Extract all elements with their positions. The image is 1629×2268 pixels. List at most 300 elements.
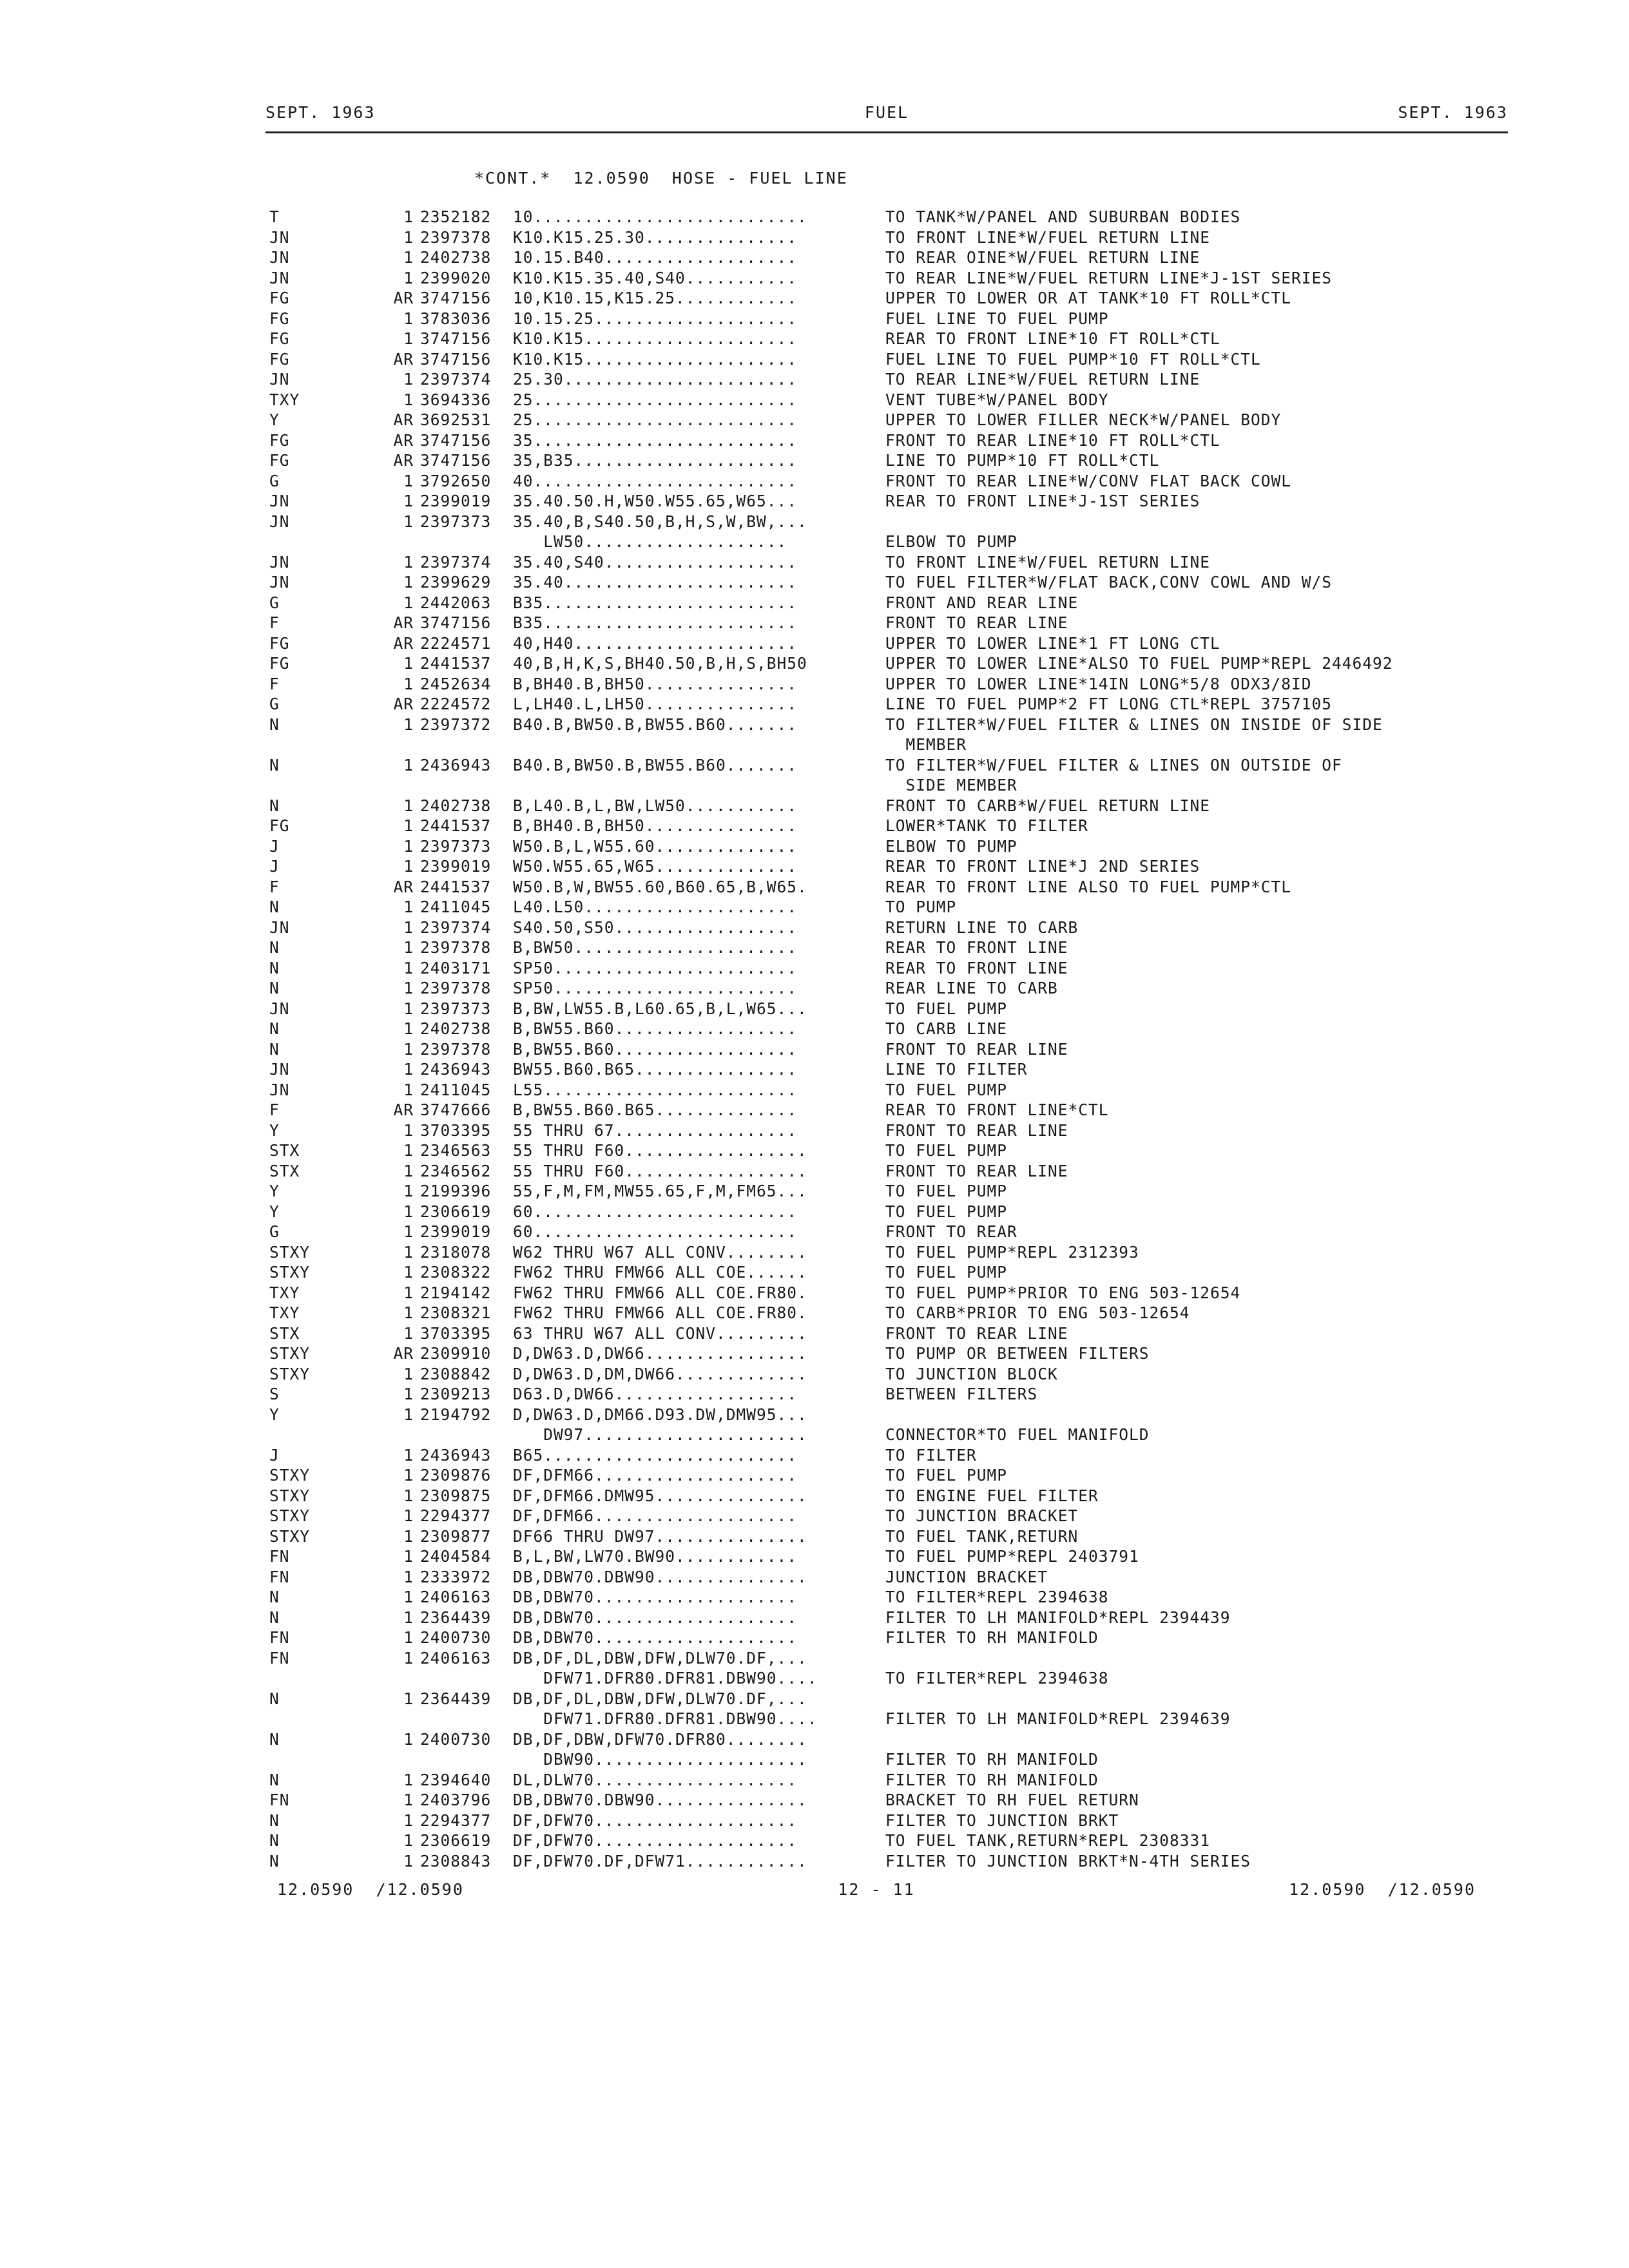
- row-description: ELBOW TO PUMP: [885, 836, 1017, 856]
- row-models: K10.K15.25.30...............: [513, 227, 798, 247]
- row-part-number: 2346563: [420, 1141, 492, 1160]
- row-models: DB,DF,DBW,DFW70.DFR80........: [513, 1729, 807, 1749]
- row-description: JUNCTION BRACKET: [885, 1567, 1048, 1586]
- row-description: UPPER TO LOWER OR AT TANK*10 FT ROLL*CTL: [885, 289, 1292, 307]
- row-code: FG: [269, 633, 290, 653]
- row-qty: 1: [403, 1283, 414, 1302]
- row-qty: 1: [403, 1811, 414, 1830]
- row-code: G: [269, 695, 280, 713]
- row-qty: 1: [403, 1628, 414, 1647]
- row-qty: 1: [403, 1019, 414, 1038]
- row-code: G: [269, 471, 280, 490]
- row-models: W50.W55.65,W65..............: [513, 857, 798, 876]
- row-code: J: [269, 836, 280, 856]
- row-models: L40.L50.....................: [513, 898, 798, 916]
- row-qty: 1: [403, 1770, 414, 1789]
- row-models: L,LH40.L,LH50...............: [513, 695, 798, 713]
- row-code: N: [269, 1588, 280, 1606]
- row-code: N: [269, 755, 280, 774]
- row-part-number: 2441537: [420, 877, 492, 896]
- parts-row: [0, 1141, 1629, 1162]
- row-code: JN: [269, 512, 290, 531]
- row-models: K10.K15.....................: [513, 349, 798, 369]
- row-part-number: 2402738: [420, 248, 492, 267]
- row-models: 35,B35......................: [513, 451, 798, 470]
- row-models: 55 THRU F60..................: [513, 1141, 807, 1160]
- row-description: CONNECTOR*TO FUEL MANIFOLD: [885, 1425, 1150, 1444]
- parts-row: [0, 1771, 1629, 1791]
- parts-row: [0, 1669, 1629, 1689]
- row-code: FG: [269, 349, 290, 369]
- row-code: FG: [269, 816, 290, 835]
- parts-row: [0, 1527, 1629, 1548]
- row-description: TO FUEL PUMP*REPL 2403791: [885, 1547, 1139, 1566]
- row-code: STXY: [269, 1526, 311, 1546]
- row-qty: 1: [403, 552, 414, 572]
- row-qty: 1: [403, 512, 414, 531]
- parts-row: [0, 1831, 1629, 1852]
- row-description: REAR TO FRONT LINE*J 2ND SERIES: [885, 857, 1200, 876]
- row-description: REAR TO FRONT LINE ALSO TO FUEL PUMP*CTL: [885, 877, 1292, 896]
- parts-row: [0, 878, 1629, 898]
- row-models: SP50........................: [513, 958, 798, 977]
- parts-row: [0, 918, 1629, 939]
- row-models: DF,DFW70....................: [513, 1811, 798, 1830]
- parts-row: [0, 1750, 1629, 1771]
- row-part-number: 2364439: [420, 1689, 492, 1708]
- row-part-number: 2194142: [420, 1283, 492, 1302]
- row-models: DB,DBW70....................: [513, 1608, 798, 1627]
- row-models: 35..........................: [513, 430, 798, 450]
- row-models: 25..........................: [513, 410, 798, 429]
- header-date-left: SEPT. 1963: [265, 103, 376, 122]
- row-description: TO CARB LINE: [885, 1019, 1008, 1038]
- row-part-number: 2397374: [420, 552, 492, 572]
- row-description: FILTER TO JUNCTION BRKT: [885, 1811, 1119, 1830]
- row-part-number: 2333972: [420, 1567, 492, 1586]
- row-code: TXY: [269, 1303, 300, 1322]
- parts-row: [0, 695, 1629, 715]
- row-qty: 1: [403, 227, 414, 247]
- parts-row: [0, 431, 1629, 452]
- row-qty: AR: [393, 1344, 414, 1363]
- row-models: 60..........................: [513, 1222, 798, 1241]
- row-part-number: 3747156: [420, 349, 492, 369]
- row-code: STXY: [269, 1344, 311, 1363]
- parts-row: [0, 1628, 1629, 1649]
- row-part-number: 3703395: [420, 1323, 492, 1343]
- row-code: STXY: [269, 1506, 311, 1525]
- row-description: FRONT TO REAR LINE*10 FT ROLL*CTL: [885, 430, 1220, 450]
- row-code: STXY: [269, 1242, 311, 1262]
- row-description: ELBOW TO PUMP: [885, 532, 1017, 551]
- row-models: D63.D,DW66..................: [513, 1385, 798, 1403]
- row-description: TO FUEL PUMP: [885, 999, 1008, 1018]
- row-models: B,BH40.B,BH50...............: [513, 674, 798, 693]
- row-description: FRONT TO CARB*W/FUEL RETURN LINE: [885, 796, 1211, 815]
- row-qty: 1: [403, 1648, 414, 1667]
- row-models: DB,DF,DL,DBW,DFW,DLW70.DF,...: [513, 1648, 807, 1667]
- row-description: UPPER TO LOWER LINE*ALSO TO FUEL PUMP*REPL 2446492: [885, 654, 1393, 673]
- header-section: FUEL: [864, 103, 909, 122]
- row-part-number: 2308321: [420, 1303, 492, 1322]
- row-models: DB,DBW70....................: [513, 1628, 798, 1647]
- parts-row: [0, 228, 1629, 249]
- parts-row: [0, 1324, 1629, 1345]
- row-description: REAR TO FRONT LINE*J-1ST SERIES: [885, 492, 1200, 510]
- row-description: FILTER TO JUNCTION BRKT*N-4TH SERIES: [885, 1851, 1251, 1870]
- row-description: REAR TO FRONT LINE: [885, 938, 1068, 957]
- row-qty: AR: [393, 451, 414, 470]
- row-part-number: 3692531: [420, 410, 492, 429]
- row-qty: 1: [403, 1202, 414, 1221]
- row-code: JN: [269, 573, 290, 591]
- row-models: LW50....................: [513, 532, 787, 551]
- row-qty: 1: [403, 836, 414, 856]
- row-models: DL,DLW70....................: [513, 1770, 798, 1789]
- parts-row: [0, 938, 1629, 959]
- row-description: TO CARB*PRIOR TO ENG 503-12654: [885, 1303, 1190, 1322]
- row-code: N: [269, 1608, 280, 1627]
- row-part-number: 2199396: [420, 1182, 492, 1200]
- row-models: DB,DBW70.DBW90...............: [513, 1791, 807, 1809]
- row-part-number: 2402738: [420, 796, 492, 815]
- row-description: BRACKET TO RH FUEL RETURN: [885, 1791, 1139, 1809]
- parts-row: [0, 1060, 1629, 1081]
- row-code: N: [269, 1811, 280, 1830]
- parts-row: [0, 1811, 1629, 1832]
- row-code: N: [269, 979, 280, 997]
- row-qty: 1: [403, 1405, 414, 1424]
- row-qty: 1: [403, 979, 414, 997]
- parts-row: [0, 1283, 1629, 1304]
- row-models: 10.15.B40...................: [513, 248, 798, 267]
- row-part-number: 2399020: [420, 268, 492, 287]
- row-qty: 1: [403, 1567, 414, 1586]
- parts-row: [0, 1547, 1629, 1568]
- row-description: TO FUEL PUMP: [885, 1141, 1008, 1160]
- row-qty: 1: [403, 492, 414, 510]
- row-part-number: 2411045: [420, 1080, 492, 1099]
- row-qty: 1: [403, 1466, 414, 1485]
- row-description: FRONT TO REAR LINE: [885, 1039, 1068, 1059]
- row-description: VENT TUBE*W/PANEL BODY: [885, 390, 1109, 409]
- row-part-number: 2406163: [420, 1648, 492, 1667]
- row-qty: 1: [403, 207, 414, 226]
- parts-row: [0, 350, 1629, 370]
- parts-row: [0, 1568, 1629, 1588]
- row-description: TO FUEL PUMP: [885, 1466, 1008, 1485]
- row-qty: 1: [403, 1182, 414, 1200]
- row-description: REAR TO FRONT LINE: [885, 958, 1068, 977]
- row-code: TXY: [269, 1283, 300, 1302]
- row-part-number: 2397378: [420, 227, 492, 247]
- row-code: STXY: [269, 1466, 311, 1485]
- row-part-number: 2404584: [420, 1547, 492, 1566]
- row-part-number: 2436943: [420, 755, 492, 774]
- row-description: TO FUEL PUMP: [885, 1182, 1008, 1200]
- row-part-number: 2309875: [420, 1486, 492, 1505]
- row-models: DB,DBW70....................: [513, 1588, 798, 1606]
- row-qty: 1: [403, 958, 414, 977]
- row-description: UPPER TO LOWER LINE*1 FT LONG CTL: [885, 633, 1220, 653]
- row-qty: 1: [403, 1831, 414, 1850]
- row-part-number: 3747156: [420, 329, 492, 348]
- row-code: N: [269, 1689, 280, 1708]
- parts-row: [0, 593, 1629, 614]
- parts-row: [0, 857, 1629, 878]
- row-code: TXY: [269, 390, 300, 409]
- row-part-number: 2309876: [420, 1466, 492, 1485]
- parts-row: [0, 329, 1629, 350]
- parts-row: [0, 1466, 1629, 1486]
- row-models: 40,H40......................: [513, 633, 798, 653]
- row-qty: 1: [403, 471, 414, 490]
- row-code: JN: [269, 1060, 290, 1079]
- parts-row: [0, 248, 1629, 269]
- parts-row: [0, 1385, 1629, 1405]
- row-part-number: 3747666: [420, 1100, 492, 1119]
- row-models: 55 THRU F60..................: [513, 1161, 807, 1180]
- row-models: FW62 THRU FMW66 ALL COE......: [513, 1263, 807, 1282]
- row-models: B,BW,LW55.B,L60.65,B,L,W65...: [513, 999, 807, 1018]
- row-models: W62 THRU W67 ALL CONV........: [513, 1242, 807, 1262]
- row-code: J: [269, 857, 280, 876]
- row-models: 25..........................: [513, 390, 798, 409]
- row-part-number: 3703395: [420, 1120, 492, 1140]
- parts-list: [0, 207, 1629, 1872]
- row-part-number: 2394640: [420, 1770, 492, 1789]
- row-code: T: [269, 207, 280, 226]
- row-part-number: 2194792: [420, 1405, 492, 1424]
- row-part-number: 2224572: [420, 695, 492, 713]
- row-models: DBW90.....................: [513, 1750, 807, 1769]
- parts-row: [0, 1506, 1629, 1527]
- row-qty: AR: [393, 613, 414, 632]
- row-code: G: [269, 1222, 280, 1241]
- row-code: N: [269, 958, 280, 977]
- row-models: W50.B,L,W55.60..............: [513, 836, 798, 856]
- row-description: TO FUEL PUMP: [885, 1202, 1008, 1221]
- row-qty: AR: [393, 349, 414, 369]
- footer-range-left: 12.0590 /12.0590: [277, 1880, 464, 1899]
- row-description: TO FILTER*REPL 2394638: [885, 1669, 1109, 1687]
- row-part-number: 3747156: [420, 430, 492, 450]
- row-code: N: [269, 898, 280, 916]
- row-part-number: 2309213: [420, 1385, 492, 1403]
- row-qty: 1: [403, 248, 414, 267]
- row-part-number: 3792650: [420, 471, 492, 490]
- row-code: N: [269, 715, 280, 734]
- row-part-number: 2403171: [420, 958, 492, 977]
- row-qty: 1: [403, 1060, 414, 1079]
- row-part-number: 2436943: [420, 1445, 492, 1465]
- row-models: 10...........................: [513, 207, 807, 226]
- row-models: DFW71.DFR80.DFR81.DBW90....: [513, 1709, 818, 1728]
- parts-row: [0, 451, 1629, 472]
- row-qty: 1: [403, 1445, 414, 1465]
- row-models: B,L,BW,LW70.BW90............: [513, 1547, 798, 1566]
- row-models: 40..........................: [513, 471, 798, 490]
- row-part-number: 2400730: [420, 1628, 492, 1647]
- row-part-number: 2402738: [420, 1019, 492, 1038]
- row-qty: 1: [403, 715, 414, 734]
- row-qty: 1: [403, 898, 414, 916]
- row-code: STX: [269, 1161, 300, 1180]
- row-description: UPPER TO LOWER FILLER NECK*W/PANEL BODY: [885, 410, 1282, 429]
- row-code: FN: [269, 1648, 290, 1667]
- footer-range-right: 12.0590 /12.0590: [1289, 1880, 1476, 1899]
- row-code: STXY: [269, 1486, 311, 1505]
- row-qty: 1: [403, 1120, 414, 1140]
- row-code: N: [269, 1770, 280, 1789]
- parts-row: [0, 1243, 1629, 1264]
- row-qty: 1: [403, 309, 414, 328]
- row-code: STX: [269, 1323, 300, 1343]
- row-qty: AR: [393, 877, 414, 896]
- parts-row: [0, 1405, 1629, 1426]
- row-description: TO FUEL PUMP*REPL 2312393: [885, 1242, 1139, 1262]
- parts-row: [0, 553, 1629, 573]
- parts-row: [0, 1486, 1629, 1507]
- row-models: 35.40,S40...................: [513, 552, 798, 572]
- row-description: TO FRONT LINE*W/FUEL RETURN LINE: [885, 552, 1211, 572]
- parts-row: [0, 1709, 1629, 1730]
- parts-row: [0, 1121, 1629, 1142]
- row-description: TO FILTER*W/FUEL FILTER & LINES ON INSIDE OF SIDE: [885, 715, 1383, 734]
- row-qty: AR: [393, 1100, 414, 1119]
- row-qty: 1: [403, 918, 414, 937]
- parts-row: [0, 269, 1629, 289]
- row-qty: 1: [403, 573, 414, 591]
- parts-row: [0, 410, 1629, 431]
- row-code: JN: [269, 370, 290, 389]
- row-code: S: [269, 1385, 280, 1403]
- row-part-number: 2397373: [420, 836, 492, 856]
- row-description: FILTER TO LH MANIFOLD*REPL 2394639: [885, 1709, 1231, 1728]
- row-description: REAR TO FRONT LINE*10 FT ROLL*CTL: [885, 329, 1220, 348]
- parts-row: [0, 1100, 1629, 1121]
- parts-row: [0, 735, 1629, 756]
- parts-row: [0, 816, 1629, 837]
- row-part-number: 3694336: [420, 390, 492, 409]
- parts-row: [0, 1852, 1629, 1872]
- row-qty: 1: [403, 1242, 414, 1262]
- parts-row: [0, 1689, 1629, 1710]
- row-part-number: 2399629: [420, 573, 492, 591]
- row-code: JN: [269, 1080, 290, 1099]
- row-code: Y: [269, 1182, 280, 1200]
- parts-row: [0, 1303, 1629, 1324]
- row-models: K10.K15.....................: [513, 329, 798, 348]
- row-code: Y: [269, 410, 280, 429]
- row-part-number: 3747156: [420, 613, 492, 632]
- parts-row: [0, 675, 1629, 695]
- row-code: JN: [269, 999, 290, 1018]
- row-models: 63 THRU W67 ALL CONV.........: [513, 1323, 807, 1343]
- row-description: MEMBER: [885, 735, 967, 754]
- row-code: F: [269, 613, 280, 632]
- parts-row: [0, 634, 1629, 655]
- parts-row: [0, 1081, 1629, 1101]
- row-code: STX: [269, 1141, 300, 1160]
- row-code: FN: [269, 1628, 290, 1647]
- row-part-number: 2318078: [420, 1242, 492, 1262]
- row-models: 55 THRU 67..................: [513, 1120, 798, 1140]
- row-description: TO FUEL FILTER*W/FLAT BACK,CONV COWL AND W/S: [885, 573, 1333, 591]
- parts-row: [0, 390, 1629, 411]
- row-part-number: 2452634: [420, 674, 492, 693]
- parts-row: [0, 613, 1629, 634]
- row-qty: 1: [403, 1323, 414, 1343]
- row-models: DF,DFW70.DF,DFW71............: [513, 1851, 807, 1870]
- row-description: FRONT TO REAR LINE: [885, 1120, 1068, 1140]
- row-models: BW55.B60.B65................: [513, 1060, 798, 1079]
- row-code: N: [269, 1019, 280, 1038]
- row-part-number: 2397378: [420, 979, 492, 997]
- row-models: S40.50,S50..................: [513, 918, 798, 937]
- row-part-number: 2294377: [420, 1811, 492, 1830]
- row-part-number: 3747156: [420, 451, 492, 470]
- row-qty: 1: [403, 1364, 414, 1383]
- row-code: JN: [269, 552, 290, 572]
- row-code: J: [269, 1445, 280, 1465]
- row-code: N: [269, 1039, 280, 1059]
- parts-row: [0, 979, 1629, 999]
- row-part-number: 2308842: [420, 1364, 492, 1383]
- header-date-right: SEPT. 1963: [1398, 103, 1508, 122]
- parts-row: [0, 1019, 1629, 1040]
- row-code: G: [269, 593, 280, 612]
- row-code: F: [269, 674, 280, 693]
- parts-row: [0, 959, 1629, 979]
- row-models: DB,DBW70.DBW90...............: [513, 1567, 807, 1586]
- row-code: N: [269, 1729, 280, 1749]
- row-code: N: [269, 1851, 280, 1870]
- row-part-number: 2436943: [420, 1060, 492, 1079]
- parts-row: [0, 776, 1629, 796]
- row-code: Y: [269, 1120, 280, 1140]
- parts-row: [0, 370, 1629, 390]
- row-models: DF,DFM66.DMW95...............: [513, 1486, 807, 1505]
- parts-row: [0, 796, 1629, 817]
- row-models: B35.........................: [513, 613, 798, 632]
- row-description: TO FILTER*REPL 2394638: [885, 1588, 1109, 1606]
- row-code: JN: [269, 268, 290, 287]
- row-models: B40.B,BW50.B,BW55.B60.......: [513, 715, 798, 734]
- row-description: TO FILTER: [885, 1445, 977, 1465]
- row-models: FW62 THRU FMW66 ALL COE.FR80.: [513, 1303, 807, 1322]
- row-description: TO FUEL PUMP*PRIOR TO ENG 503-12654: [885, 1283, 1241, 1302]
- parts-row: [0, 898, 1629, 918]
- row-description: TO FRONT LINE*W/FUEL RETURN LINE: [885, 227, 1211, 247]
- row-code: N: [269, 938, 280, 957]
- row-part-number: 2442063: [420, 593, 492, 612]
- row-qty: 1: [403, 755, 414, 774]
- row-code: FN: [269, 1791, 290, 1809]
- row-part-number: 2441537: [420, 816, 492, 835]
- row-description: FILTER TO RH MANIFOLD: [885, 1770, 1099, 1789]
- row-code: FG: [269, 309, 290, 328]
- row-models: 55,F,M,FM,MW55.65,F,M,FM65...: [513, 1182, 807, 1200]
- row-qty: 1: [403, 370, 414, 389]
- row-part-number: 2441537: [420, 654, 492, 673]
- row-qty: 1: [403, 1689, 414, 1708]
- row-models: B,BH40.B,BH50...............: [513, 816, 798, 835]
- row-description: TO FUEL TANK,RETURN*REPL 2308331: [885, 1831, 1211, 1850]
- row-description: TO JUNCTION BLOCK: [885, 1364, 1058, 1383]
- row-models: DF,DFM66....................: [513, 1466, 798, 1485]
